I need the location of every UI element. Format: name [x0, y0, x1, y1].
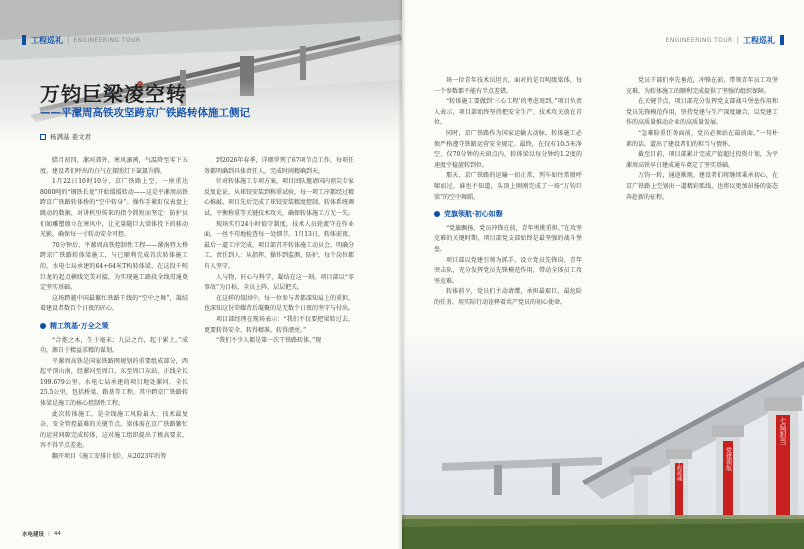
paragraph: 针对转体施工专项方案，项目团队邀请国内顶尖专家反复论证，从球铰安装到称重试验，每一项工序都经过精心推敲。项目先后完成了球铰安装精度控制、转体系统调试、平衡称重等关键技术攻关，确保转体施工万无一失。	[204, 178, 355, 217]
banner-text: 七局担当	[779, 417, 787, 445]
section-tab	[666, 35, 784, 45]
right-column-1	[434, 76, 582, 308]
paragraph: 转体前夕，党员们主动请缨，承担最艰巨、最危险的任务，用实际行动诠释着共产党员的初心使命。	[434, 288, 582, 306]
paragraph: “急难险重任务面前，党员必须站在最前面。”一句朴素的话，道出了建设者们的担当与情怀。	[626, 129, 778, 148]
paragraph: 那天，京广铁路的运输一切正常，列车如往常般呼啸而过，谁也不知道，头顶上刚刚完成了一场“万钧巨梁”的空中舞蹈。	[434, 172, 582, 201]
banner-text: 工程铸魂	[676, 461, 682, 481]
article-subtitle: ——平漯周高铁攻坚跨京广铁路转体施工侧记	[40, 107, 250, 119]
paragraph: 腊月初四，漯河郊外，寒风凛冽，气温降至零下五度。建设者们呼出的白气在探照灯下氤氲升腾。	[40, 157, 188, 175]
article-title: 万钧巨梁凌空转	[40, 82, 187, 106]
paragraph: “转体施工要做到‘三心工程’的考虑周到。”项目负责人表示，项目部始终坚持把安全生产、技术攻关放在首位。	[434, 98, 582, 127]
section-heading	[434, 209, 582, 220]
paragraph: 万钧一转，通途渐现。建设者们将继续秉承初心，在京广铁路上空划出一道精彩弧线，也将以更加昂扬的姿态奔赴新的征程。	[626, 172, 778, 201]
section-tab-bar	[22, 35, 26, 45]
footer-separator: |	[48, 531, 50, 537]
byline	[40, 132, 91, 141]
heading-bullet-icon	[40, 323, 46, 329]
paragraph: 在这样的氛围中，每一位参与者都深知肩上的重担，也深知这份荣耀背后凝聚的是无数个日夜的坚守与付出。	[204, 294, 355, 313]
section-separator: |	[67, 36, 70, 44]
paragraph: 人与物，匠心与科学，凝结在这一刻。项目部以“零事故”为目标，全员上阵，层层把关。	[204, 273, 354, 292]
byline-square-icon	[40, 134, 46, 140]
section-tab	[22, 35, 140, 45]
paragraph: 项目部经理在现场表示：“我们不仅要把梁转过去，更要转得安全、转得精准、转得漂亮。”	[204, 315, 354, 334]
paragraph: 翻开项目《施工安排计划》，从2023年的筹	[52, 453, 167, 461]
section-name: 工程巡礼	[743, 35, 775, 45]
paragraph: “合抱之木，生于毫末；九层之台，起于累土。”成功，源自于精益求精的谋划。	[40, 336, 188, 355]
paragraph: 此次转体施工，是全线施工风险最大、技术最复杂、安全管控最难的关键节点。梁体需在京广铁路繁忙的运营间隙完成转体，这对施工组织提出了极高要求，容不得半点差池。	[40, 410, 188, 450]
bridge-photo	[402, 331, 804, 549]
section-heading-text: 精工筑基·万全之策	[50, 321, 109, 330]
paragraph: 到2026年春季，详细罗列了67项节点工作，每项任务都明确到具体责任人，完成时间精确到天。	[204, 157, 354, 175]
section-name: 工程巡礼	[31, 35, 63, 45]
section-tab-bar	[780, 35, 784, 45]
paragraph: 平漯周高铁是国家铁路网规划的重要组成部分，西起平顶山南，经漯河至周口，东至周口东站，正线全长199.679公里。水电七局承建的项目地处漯河，全长25.5公里，包括桥梁、路基等工程，其中跨京广铁路转体梁是施工的核心控制性工程。	[40, 357, 188, 408]
paragraph: 党员干部们率先垂范，冲锋在前，带领青年员工攻坚克难，为转体施工的顺利完成提供了坚强的组织保障。	[626, 77, 778, 95]
right-column-2	[626, 76, 778, 203]
section-name-en: ENGINEERING TOUR	[665, 36, 733, 44]
paragraph: 1月22日10时10分，京广铁路上空，一座重达8000吨的“钢铁长龙”开始缓缓转动——这是平漯周高铁跨京广铁路转体桥的“空中转身”。操作手紧盯仪表盘上跳动的数据，对讲机里传来的指令简短而坚定：防护员们如雕塑般立在寒风中，让光量随巨大梁体投下的移动光影，确保每一寸转动安全可控。	[40, 178, 188, 239]
magazine-name: 水电建设	[22, 532, 45, 538]
paragraph: 70分钟后，平漯周高铁控制性工程——漯南特大桥跨京广铁路转体梁施工，与已顺利完成首次转体施工的，水电七局承建的64+64米T构转体梁，在这段千吨巨龙的起点横线完美对接，为实现施工路段全线贯通奠定坚实基础。	[40, 241, 188, 292]
left-column-2	[204, 156, 354, 347]
byline-authors: 杨满基 姜文君	[50, 133, 92, 141]
right-page	[402, 0, 804, 549]
banner-text: 党建领航	[724, 447, 732, 471]
paragraph: “我们不少人都是第一次干铁路转体，”现	[216, 337, 322, 345]
section-separator: |	[736, 36, 739, 44]
paragraph: 现场实行24小时值守制度，技术人员轮流守在作业面，一丝不苟地检查每一处细节。1月13日，转体前夜，最后一道工序完成。项目部召开转体施工动员会，明确分工，责任到人：从指挥、操作到监测、防护，每个岗位都有人坚守。	[204, 220, 355, 270]
paragraph: 同时，京广铁路作为国家运输大动脉，转体施工必须严格遵守铁路运营安全规定。最终，在仅有10.5米净空、仅70分钟的天窗点内，转体梁以每分钟约1.2度的速度平稳旋转到位。	[434, 129, 582, 169]
paragraph: 在关键节点，项目部充分发挥党支部战斗堡垒作用和党员先锋模范作用，坚持党建与生产深度融合，以党建工作的高质量推动企业的高质量发展。	[626, 98, 778, 127]
paragraph: 项目部以党建引领为抓手，设立党员先锋岗、青年突击队，充分发挥党员先锋模范作用，带动全体员工攻坚克难。	[434, 256, 582, 285]
paragraph: 截至目前，项目部累计完成产值超过投资计划，为平漯周高铁早日建成通车奠定了坚实基础。	[626, 151, 778, 169]
page-number: 44	[53, 531, 61, 537]
heading-bullet-icon	[434, 211, 440, 217]
page-gutter	[398, 0, 406, 549]
section-name-en: ENGINEERING TOUR	[73, 36, 141, 44]
section-heading-text: 党旗领航·初心如磐	[444, 210, 503, 219]
section-heading	[40, 321, 188, 332]
paragraph: “党旗飘扬，党员冲锋在前，青年勇挑重担。”在攻坚克难的关键时期，项目部党支部始终是最坚强的战斗堡垒。	[434, 224, 582, 253]
page-footer	[22, 530, 61, 538]
paragraph: 场一位青年技术员坦言，面对的是百吨级梁体，每一个参数都不能有半点差错。	[434, 77, 582, 95]
left-column-1	[40, 156, 188, 463]
paragraph: 这场跨越中国最繁忙铁路干线的“空中之舞”，凝结着建设者数百个日夜的匠心。	[40, 294, 188, 313]
aerial-construction-photo	[0, 0, 402, 144]
